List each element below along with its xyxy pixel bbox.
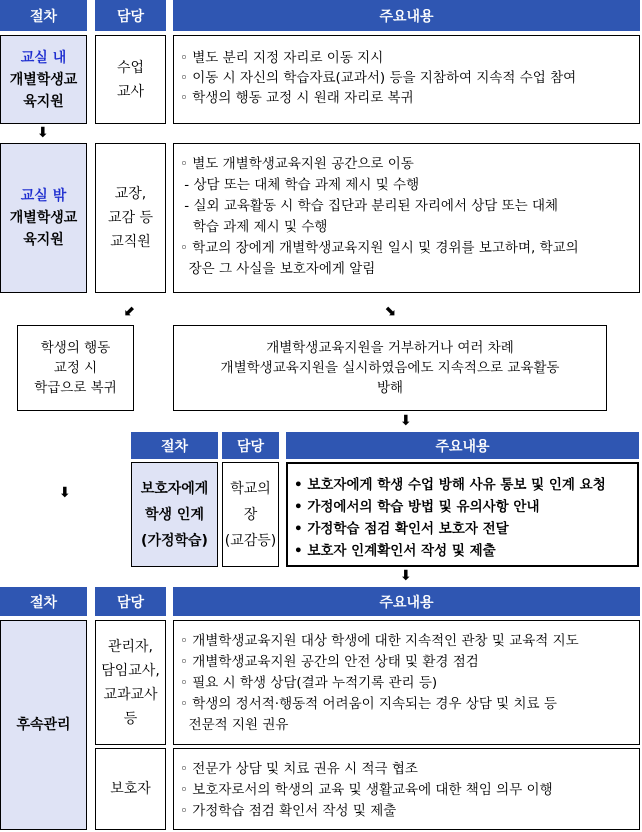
refusal-condition-box xyxy=(173,325,607,411)
refusal-line: 방해 xyxy=(376,380,404,396)
content-item: • 보호자 인계확인서 작성 및 제출 xyxy=(294,543,496,559)
down-right-arrow: ⬊ xyxy=(384,303,396,319)
header-step: 절차 xyxy=(0,587,87,616)
content-item: 장은 그 사실을 보호자에게 알림 xyxy=(180,261,376,277)
content-in-class xyxy=(173,35,640,124)
owner-line: 교사 xyxy=(116,83,145,100)
content-item: ◦ 별도 분리 지정 자리로 이동 지시 xyxy=(180,50,384,66)
owner-line: (교감등) xyxy=(224,532,277,549)
content-item: ◦ 가정학습 점검 확인서 작성 및 제출 xyxy=(180,803,397,819)
step-in-class xyxy=(0,35,87,124)
content-guardian xyxy=(173,748,640,830)
header-content: 주요내용 xyxy=(286,432,639,459)
return-to-class-box xyxy=(17,325,134,411)
owner-line: 교감 등 xyxy=(107,210,154,226)
content-item: ◦ 학생의 행동 교정 시 원래 자리로 복귀 xyxy=(180,90,414,106)
header-owner: 담당 xyxy=(95,587,166,616)
refusal-line: 개별학생교육지원을 실시하였음에도 지속적으로 교육활동 xyxy=(220,360,560,376)
owner-line: 교직원 xyxy=(110,234,151,250)
step-out-class xyxy=(0,143,87,293)
owner-line: 교과교사 xyxy=(103,686,158,703)
return-line: 학급으로 복귀 xyxy=(34,380,117,396)
owner-line: 학교의 xyxy=(230,480,271,497)
content-out-class xyxy=(173,143,640,293)
step-label-line: 육지원 xyxy=(23,232,64,248)
step-label-line: 개별학생교 xyxy=(9,71,78,88)
header-step: 절차 xyxy=(0,0,87,31)
owner-line: 보호자 xyxy=(110,781,151,797)
step-label-line: 보호자에게 xyxy=(140,480,209,497)
owner-guardian-handover xyxy=(222,462,279,567)
owner-line: 교장, xyxy=(114,186,147,202)
down-arrow: ⬇ xyxy=(37,125,49,141)
content-item: ◦ 개별학생교육지원 대상 학생에 대한 지속적인 관창 및 교육적 지도 xyxy=(180,633,579,649)
step-label-line: 교실 밖 xyxy=(20,188,67,204)
content-item: ◦ 학생의 정서적·행동적 어려움이 지속되는 경우 상담 및 치료 등 xyxy=(180,696,557,712)
content-item: ◦ 개별학생교육지원 공간의 안전 상태 및 환경 점검 xyxy=(180,654,479,670)
down-arrow: ⬇ xyxy=(59,485,71,501)
content-staff xyxy=(173,620,640,745)
owner-staff xyxy=(95,620,166,745)
content-guardian-handover xyxy=(286,462,639,567)
step-guardian-handover xyxy=(131,462,218,567)
header-step: 절차 xyxy=(131,432,218,459)
return-line: 교정 시 xyxy=(53,360,98,376)
content-item: ◦ 필요 시 학생 상담(결과 누적기록 관리 등) xyxy=(180,675,438,691)
owner-line: 등 xyxy=(123,710,138,727)
step-label-line: (가정학습) xyxy=(141,532,208,549)
content-item: ◦ 이동 시 자신의 학습자료(교과서) 등을 지참하여 지속적 수업 참여 xyxy=(180,70,577,86)
content-item: 학습 과제 제시 및 수행 xyxy=(180,219,328,235)
content-item: - 실외 교육활동 시 학습 집단과 분리된 자리에서 상담 또는 대체 xyxy=(180,198,559,214)
content-item: ◦ 전문가 상담 및 치료 권유 시 적극 협조 xyxy=(180,761,418,777)
content-item: ◦ 학교의 장에게 개별학생교육지원 일시 및 경위를 보고하며, 학교의 xyxy=(180,240,579,256)
step-follow-up xyxy=(0,620,87,830)
step-label-line: 후속관리 xyxy=(16,717,71,733)
step-label-line: 학생 인계 xyxy=(145,506,204,523)
content-item: - 상담 또는 대체 학습 과제 제시 및 수행 xyxy=(180,177,420,193)
step-label-line: 육지원 xyxy=(23,93,64,110)
header-owner: 담당 xyxy=(222,432,279,459)
owner-in-class xyxy=(95,35,166,124)
content-item: ◦ 별도 개별학생교육지원 공간으로 이동 xyxy=(180,156,414,172)
down-arrow: ⬇ xyxy=(400,568,412,584)
owner-line: 관리자, xyxy=(107,638,154,655)
down-arrow: ⬇ xyxy=(400,413,412,429)
content-item: ◦ 보호자로서의 학생의 교육 및 생활교육에 대한 책임 의무 이행 xyxy=(180,782,553,798)
owner-line: 담임교사, xyxy=(101,662,160,679)
step-label-line: 교실 내 xyxy=(20,49,67,66)
content-item: • 보호자에게 학생 수업 방해 사유 통보 및 인계 요청 xyxy=(294,477,606,493)
owner-out-class xyxy=(95,143,166,293)
content-item: • 가정에서의 학습 방법 및 유의사항 안내 xyxy=(294,499,540,515)
down-left-arrow: ⬋ xyxy=(124,303,136,319)
content-item: • 가정학습 점검 확인서 보호자 전달 xyxy=(294,521,509,537)
owner-line: 장 xyxy=(243,506,258,523)
owner-guardian xyxy=(95,748,166,830)
return-line: 학생의 행동 xyxy=(40,340,111,356)
step-label-line: 개별학생교 xyxy=(9,210,78,226)
header-content: 주요내용 xyxy=(173,0,640,31)
header-content: 주요내용 xyxy=(173,587,640,616)
header-owner: 담당 xyxy=(95,0,166,31)
content-item: 전문적 지원 권유 xyxy=(180,717,289,733)
refusal-line: 개별학생교육지원을 거부하거나 여러 차례 xyxy=(266,340,514,356)
owner-line: 수업 xyxy=(116,59,145,76)
